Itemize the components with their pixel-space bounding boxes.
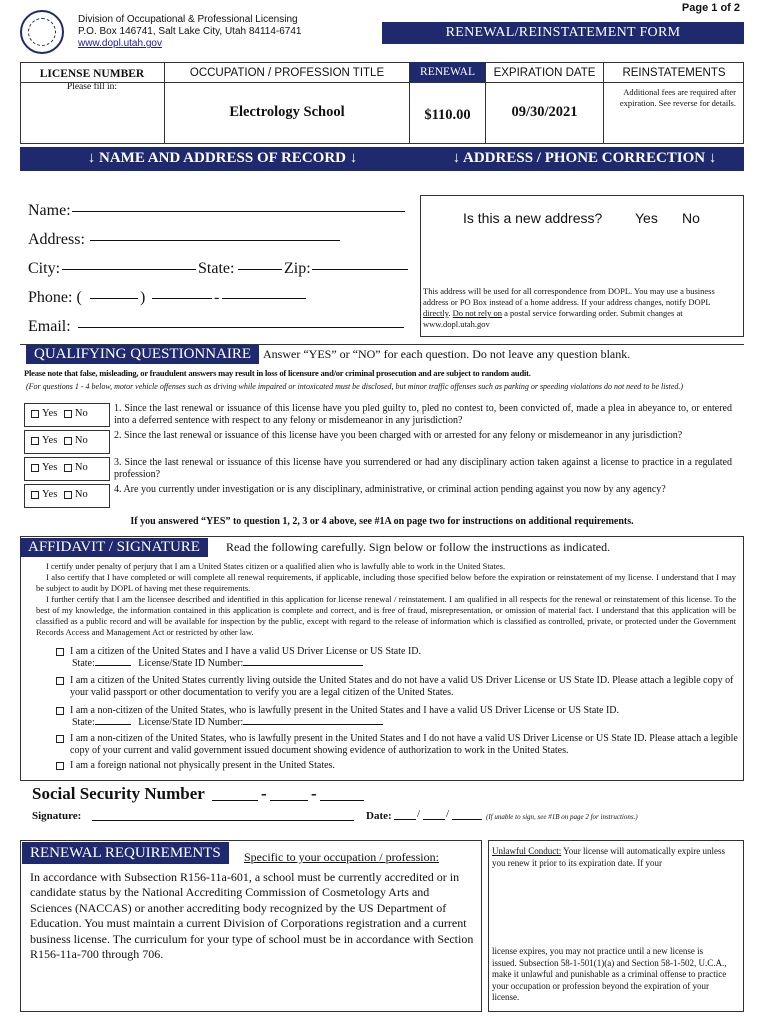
form-title: RENEWAL/REINSTATEMENT FORM — [382, 22, 744, 44]
city-field[interactable] — [62, 269, 196, 270]
citizenship-option-5[interactable]: I am a foreign national not physically present in the United States. — [56, 760, 748, 774]
affidavit-text — [36, 561, 736, 638]
phone-area-code-field[interactable] — [90, 298, 138, 299]
ssn-label: Social Security Number — [32, 784, 205, 803]
affidavit-para-3: I further certify that I am the licensee described and identified in this application for license renewal / reinstatement. I am qualified in all respects for the renewal or reinstatement of this license. To the best of my knowledge, the information contained in this application is complete and correct, and is free of fraud, misrepresentation, or omission of material fact. I understand that this application will be classified as a public record and will be available for inspection by the public, except with regard to the release of information which is classified as controlled, private, or protected under the Government Records Access and Management Act or restricted by other law. — [36, 594, 736, 637]
license-number-hint: Please fill in: — [66, 82, 118, 92]
signature-note: (If unable to sign, see #1B on page 2 for instructions.) — [486, 813, 638, 821]
state-field[interactable] — [238, 269, 282, 270]
occupation-value: Electrology School — [229, 104, 345, 120]
unlawful-conduct-bottom: license expires, you may not practice until a new license is issued. Subsection 58-1-501(1)(a) and Section 58-1-502, U.C.A., make it unlawful and punishable as a criminal offense to practice your occupation or profession beyond the expiration of your license. — [492, 946, 727, 1002]
question-row — [24, 484, 744, 511]
expiration-date-label: EXPIRATION DATE — [493, 67, 596, 79]
question-row — [24, 403, 744, 430]
affidavit-title: AFFIDAVIT / SIGNATURE — [20, 538, 208, 557]
agency-header — [78, 14, 301, 50]
name-address-of-record-heading: ↓ NAME AND ADDRESS OF RECORD ↓ — [87, 150, 358, 166]
citizenship-option-2[interactable]: I am a citizen of the United States currently living outside the United States and do not have a valid US Driver License or US State ID. Please attach a legible copy of your valid passport or other documentation to verify you are a legal citizen of the United States. — [56, 675, 748, 705]
occupation-label: OCCUPATION / PROFESSION TITLE — [189, 67, 385, 79]
email-field[interactable] — [78, 327, 404, 328]
correspondence-note: This address will be used for all correspondence from DOPL. You may use a business address or PO Box instead of a home address. If your address changes, notify DOPL directly. Do not rely on a postal service forwarding order. Submit changes at www.dopl.utah.gov — [423, 286, 715, 329]
yes-no-choice[interactable]: Yes No — [24, 457, 110, 481]
email-label: Email: — [28, 318, 71, 335]
questionnaire-warning: Please note that false, misleading, or fraudulent answers may result in loss of licensure and/or criminal prosecution and are subject to random audit. — [24, 368, 531, 378]
division-address: P.O. Box 146741, Salt Lake City, Utah 84114-6741 — [78, 26, 302, 37]
zip-field[interactable] — [312, 269, 408, 270]
reinstatements-label: REINSTATEMENTS — [622, 67, 726, 79]
affidavit-instruction: Read the following carefully. Sign below or follow the instructions as indicated. — [226, 540, 611, 554]
reinstatements-note: Additional fees are required after expiration. See reverse for details. — [619, 87, 736, 108]
question-text: 4. Are you currently under investigation or is any disciplinary, administrative, or criminal action pending against you now by any agency? — [114, 484, 666, 495]
affidavit-para-1: I certify under penalty of perjury that I am a United States citizen or a qualified alien who is lawfully able to work in the United States. — [46, 561, 506, 571]
phone-paren: ) — [140, 289, 146, 306]
signature-field[interactable] — [92, 820, 354, 821]
renewal-requirements-title: RENEWAL REQUIREMENTS — [22, 842, 229, 864]
name-label: Name: — [28, 202, 71, 219]
date-field[interactable]: / / — [394, 808, 484, 822]
yes-no-choice[interactable]: Yes No — [24, 403, 110, 427]
renewal-fee-value: $110.00 — [424, 107, 471, 123]
question-row — [24, 430, 744, 457]
new-address-question: Is this a new address? — [463, 210, 603, 226]
new-address-yes[interactable]: Yes — [635, 210, 658, 226]
yes-no-choice[interactable]: Yes No — [24, 430, 110, 454]
questionnaire-instruction: Answer “YES” or “NO” for each question. Do not leave any question blank. — [263, 347, 631, 361]
phone-line-field[interactable] — [222, 298, 306, 299]
unlawful-conduct-top: Unlawful Conduct: Your license will automatically expire unless you renew it prior to its expiration date. If your — [492, 846, 725, 868]
page-number: Page 1 of 2 — [681, 2, 740, 14]
question-text: 3. Since the last renewal or issuance of this license have you surrendered or had any disciplinary action taken against a license to practice in a regulated profession? — [114, 457, 732, 480]
record-fields — [28, 196, 418, 341]
address-label: Address: — [28, 231, 85, 248]
affidavit-para-2: I also certify that I have completed or will complete all renewal requirements, if applicable, including those specified below before the expiration or reinstatement of my license. I understand that I may be subject to audit by DOPL of having met these requirements. — [36, 572, 736, 593]
qualifying-questionnaire-title: QUALIFYING QUESTIONNAIRE — [26, 345, 259, 364]
name-field[interactable] — [72, 211, 405, 212]
state-label: State: — [198, 260, 235, 277]
question-row — [24, 457, 744, 484]
renewal-requirements-subtitle: Specific to your occupation / profession: — [244, 850, 439, 864]
question-text: 2. Since the last renewal or issuance of this license have you been charged with or arrested for any felony or misdemeanor in any jurisdiction? — [114, 430, 683, 441]
address-correction-box[interactable] — [420, 195, 744, 337]
questions-list — [24, 403, 744, 511]
license-number-label: LICENSE NUMBER — [39, 68, 145, 80]
yes-no-choice[interactable]: Yes No — [24, 484, 110, 508]
phone-label: Phone: ( — [28, 289, 82, 306]
phone-dash: - — [214, 289, 220, 306]
address-phone-correction-heading: ↓ ADDRESS / PHONE CORRECTION ↓ — [452, 150, 717, 166]
citizenship-options — [56, 646, 748, 774]
citizenship-option-4[interactable]: I am a non-citizen of the United States, who is lawfully present in the United States and I do not have a valid US Driver License or US State ID. Please attach a legible copy of your current and valid government issued document showing evidence of authorization to work in the United States. — [56, 733, 748, 760]
question-text: 1. Since the last renewal or issuance of this license have you pled guilty to, pled no contest to, been convicted of, made a plea in abeyance to, or entered into a deferred sentence with respect to any felony or misdemeanor in any jurisdiction? — [114, 403, 732, 426]
questionnaire-note: (For questions 1 - 4 below, motor vehicle offenses such as driving while impaired or intoxicated must be disclosed, but minor traffic offenses such as parking or speeding violations do not need to be listed.) — [26, 382, 684, 391]
citizenship-option-1[interactable]: I am a citizen of the United States and I have a valid US Driver License or US State ID. State: License/State ID Number: — [56, 646, 748, 675]
website-link[interactable]: www.dopl.utah.gov — [78, 38, 162, 49]
new-address-no[interactable]: No — [682, 210, 700, 226]
state-seal-logo — [20, 10, 64, 54]
ssn-row — [32, 784, 205, 804]
ssn-field[interactable]: - - — [212, 784, 364, 804]
renewal-requirements-body: In accordance with Subsection R156-11a-601, a school must be currently accredited or in candidate status by the National Accrediting Commission of Cosmetology Arts and Sciences (NACCAS) or another accrediting body recognized by the US Department of Education. You must maintain a current Division of Corporations registration and a current business license. The curriculum for your type of school must be in accordance with Section R156-11a-700 through 706. — [30, 870, 474, 962]
zip-label: Zip: — [284, 260, 311, 277]
questionnaire-footer: If you answered “YES” to question 1, 2, 3 or 4 above, see #1A on page two for instructions on additional requirements. — [130, 516, 634, 527]
phone-prefix-field[interactable] — [152, 298, 212, 299]
signature-label: Signature: — [32, 810, 82, 822]
date-label: Date: — [366, 810, 392, 822]
citizenship-option-3[interactable]: I am a non-citizen of the United States, who is lawfully present in the United States and I have a valid US Driver License or US State ID. State: License/State ID Number: — [56, 705, 748, 733]
renewal-fee-label: RENEWAL FEE — [410, 62, 485, 82]
license-number-cell[interactable] — [20, 62, 165, 144]
expiration-date-value: 09/30/2021 — [511, 104, 578, 120]
city-label: City: — [28, 260, 61, 277]
division-name: Division of Occupational & Professional Licensing — [78, 14, 298, 25]
address-field[interactable] — [90, 240, 340, 241]
